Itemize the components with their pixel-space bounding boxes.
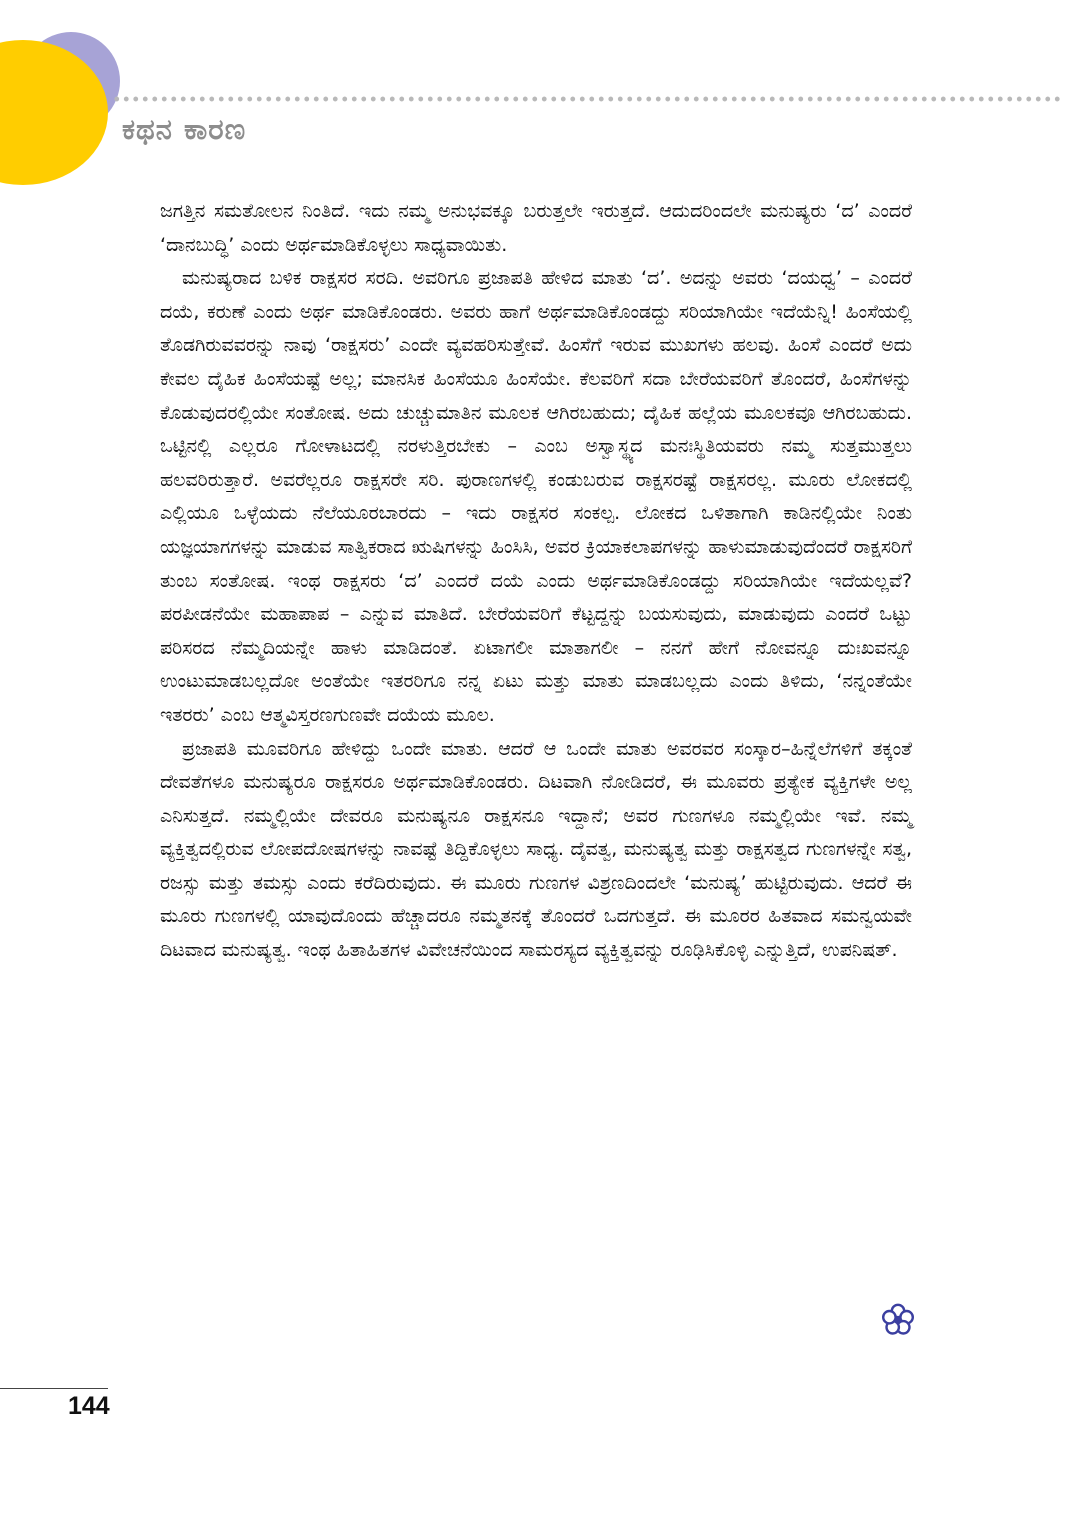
body-text — [160, 195, 912, 968]
dotted-header-rule — [112, 96, 1062, 102]
footer-rule — [0, 1388, 108, 1389]
page-number: 144 — [68, 1392, 110, 1420]
flower-ornament-icon — [880, 1302, 916, 1338]
section-title: ಕಥನ ಕಾರಣ — [122, 112, 247, 146]
paragraph-2: ಮನುಷ್ಯರಾದ ಬಳಿಕ ರಾಕ್ಷಸರ ಸರದಿ. ಅವರಿಗೂ ಪ್ರಜಾಪತಿ ಹೇಳಿದ ಮಾತು ‘ದ’. ಅದನ್ನು ಅವರು ‘ದಯಧ್ವ’ – ಎಂದರೆ ದಯೆ, ಕರುಣೆ ಎಂದು ಅರ್ಥ ಮಾಡಿಕೊಂಡರು. ಅವರು ಹಾಗೆ ಅರ್ಥಮಾಡಿಕೊಂಡದ್ದು ಸರಿಯಾಗಿಯೇ ಇದೆಯೆನ್ನಿ! ಹಿಂಸೆಯಲ್ಲಿ ತೊಡಗಿರುವವರನ್ನು ನಾವು ‘ರಾಕ್ಷಸರು’ ಎಂದೇ ವ್ಯವಹರಿಸುತ್ತೇವೆ. ಹಿಂಸೆಗೆ ಇರುವ ಮುಖಗಳು ಹಲವು. ಹಿಂಸೆ ಎಂದರೆ ಅದು ಕೇವಲ ದೈಹಿಕ ಹಿಂಸೆಯಷ್ಟೆ ಅಲ್ಲ; ಮಾನಸಿಕ ಹಿಂಸೆಯೂ ಹಿಂಸೆಯೇ. ಕೆಲವರಿಗೆ ಸದಾ ಬೇರೆಯವರಿಗೆ ತೊಂದರೆ, ಹಿಂಸೆಗಳನ್ನು ಕೊಡುವುದರಲ್ಲಿಯೇ ಸಂತೋಷ. ಅದು ಚುಚ್ಚುಮಾತಿನ ಮೂಲಕ ಆಗಿರಬಹುದು; ದೈಹಿಕ ಹಲ್ಲೆಯ ಮೂಲಕವೂ ಆಗಿರಬಹುದು. ಒಟ್ಟಿನಲ್ಲಿ ಎಲ್ಲರೂ ಗೋಳಾಟದಲ್ಲಿ ನರಳುತ್ತಿರಬೇಕು – ಎಂಬ ಅಸ್ವಾಸ್ಥ್ಯದ ಮನಃಸ್ಥಿತಿಯವರು ನಮ್ಮ ಸುತ್ತಮುತ್ತಲು ಹಲವರಿರುತ್ತಾರೆ. ಅವರೆಲ್ಲರೂ ರಾಕ್ಷಸರೇ ಸರಿ. ಪುರಾಣಗಳಲ್ಲಿ ಕಂಡುಬರುವ ರಾಕ್ಷಸರಷ್ಟೆ ರಾಕ್ಷಸರಲ್ಲ. ಮೂರು ಲೋಕದಲ್ಲಿ ಎಲ್ಲಿಯೂ ಒಳ್ಳೆಯದು ನೆಲೆಯೂರಬಾರದು – ಇದು ರಾಕ್ಷಸರ ಸಂಕಲ್ಪ. ಲೋಕದ ಒಳಿತಾಗಾಗಿ ಕಾಡಿನಲ್ಲಿಯೇ ನಿಂತು ಯಜ್ಞಯಾಗಗಳನ್ನು ಮಾಡುವ ಸಾತ್ವಿಕರಾದ ಋಷಿಗಳನ್ನು ಹಿಂಸಿಸಿ, ಅವರ ಕ್ರಿಯಾಕಲಾಪಗಳನ್ನು ಹಾಳುಮಾಡುವುದೆಂದರೆ ರಾಕ್ಷಸರಿಗೆ ತುಂಬ ಸಂತೋಷ. ಇಂಥ ರಾಕ್ಷಸರು ‘ದ’ ಎಂದರೆ ದಯೆ ಎಂದು ಅರ್ಥಮಾಡಿಕೊಂಡದ್ದು ಸರಿಯಾಗಿಯೇ ಇದೆಯಲ್ಲವೆ? ಪರಪೀಡನೆಯೇ ಮಹಾಪಾಪ – ಎನ್ನುವ ಮಾತಿದೆ. ಬೇರೆಯವರಿಗೆ ಕೆಟ್ಟದ್ದನ್ನು ಬಯಸುವುದು, ಮಾಡುವುದು ಎಂದರೆ ಒಟ್ಟು ಪರಿಸರದ ನೆಮ್ಮದಿಯನ್ನೇ ಹಾಳು ಮಾಡಿದಂತೆ. ಏಟಾಗಲೀ ಮಾತಾಗಲೀ – ನನಗೆ ಹೇಗೆ ನೋವನ್ನೂ ದುಃಖವನ್ನೂ ಉಂಟುಮಾಡಬಲ್ಲದೋ ಅಂತೆಯೇ ಇತರರಿಗೂ ನನ್ನ ಏಟು ಮತ್ತು ಮಾತು ಮಾಡಬಲ್ಲದು ಎಂದು ತಿಳಿದು, ‘ನನ್ನಂತೆಯೇ ಇತರರು’ ಎಂಬ ಆತ್ಮವಿಸ್ತರಣಗುಣವೇ ದಯೆಯ ಮೂಲ. — [160, 267, 912, 726]
paragraph-3: ಪ್ರಜಾಪತಿ ಮೂವರಿಗೂ ಹೇಳಿದ್ದು ಒಂದೇ ಮಾತು. ಆದರೆ ಆ ಒಂದೇ ಮಾತು ಅವರವರ ಸಂಸ್ಕಾರ–ಹಿನ್ನೆಲೆಗಳಿಗೆ ತಕ್ಕಂತೆ ದೇವತೆಗಳೂ ಮನುಷ್ಯರೂ ರಾಕ್ಷಸರೂ ಅರ್ಥಮಾಡಿಕೊಂಡರು. ದಿಟವಾಗಿ ನೋಡಿದರೆ, ಈ ಮೂವರು ಪ್ರತ್ಯೇಕ ವ್ಯಕ್ತಿಗಳೇ ಅಲ್ಲ ಎನಿಸುತ್ತದೆ. ನಮ್ಮಲ್ಲಿಯೇ ದೇವರೂ ಮನುಷ್ಯನೂ ರಾಕ್ಷಸನೂ ಇದ್ದಾನೆ; ಅವರ ಗುಣಗಳೂ ನಮ್ಮಲ್ಲಿಯೇ ಇವೆ. ನಮ್ಮ ವ್ಯಕ್ತಿತ್ವದಲ್ಲಿರುವ ಲೋಪದೋಷಗಳನ್ನು ನಾವಷ್ಟೆ ತಿದ್ದಿಕೊಳ್ಳಲು ಸಾಧ್ಯ. ದೈವತ್ವ, ಮನುಷ್ಯತ್ವ ಮತ್ತು ರಾಕ್ಷಸತ್ವದ ಗುಣಗಳನ್ನೇ ಸತ್ವ, ರಜಸ್ಸು ಮತ್ತು ತಮಸ್ಸು ಎಂದು ಕರೆದಿರುವುದು. ಈ ಮೂರು ಗುಣಗಳ ವಿಶ್ರಣದಿಂದಲೇ ‘ಮನುಷ್ಯ’ ಹುಟ್ಟಿರುವುದು. ಆದರೆ ಈ ಮೂರು ಗುಣಗಳಲ್ಲಿ ಯಾವುದೊಂದು ಹೆಚ್ಚಾದರೂ ನಮ್ಮತನಕ್ಕೆ ತೊಂದರೆ ಒದಗುತ್ತದೆ. ಈ ಮೂರರ ಹಿತವಾದ ಸಮನ್ವಯವೇ ದಿಟವಾದ ಮನುಷ್ಯತ್ವ. ಇಂಥ ಹಿತಾಹಿತಗಳ ವಿವೇಚನೆಯಿಂದ ಸಾಮರಸ್ಯದ ವ್ಯಕ್ತಿತ್ವವನ್ನು ರೂಢಿಸಿಕೊಳ್ಳಿ ಎನ್ನುತ್ತಿದೆ, ಉಪನಿಷತ್. — [160, 737, 912, 962]
paragraph-1: ಜಗತ್ತಿನ ಸಮತೋಲನ ನಿಂತಿದೆ. ಇದು ನಮ್ಮ ಅನುಭವಕ್ಕೂ ಬರುತ್ತಲೇ ಇರುತ್ತದೆ. ಆದುದರಿಂದಲೇ ಮನುಷ್ಯರು ‘ದ’ ಎಂದರೆ ‘ದಾನಬುದ್ಧಿ’ ಎಂದು ಅರ್ಥಮಾಡಿಕೊಳ್ಳಲು ಸಾಧ್ಯವಾಯಿತು. — [160, 200, 912, 256]
